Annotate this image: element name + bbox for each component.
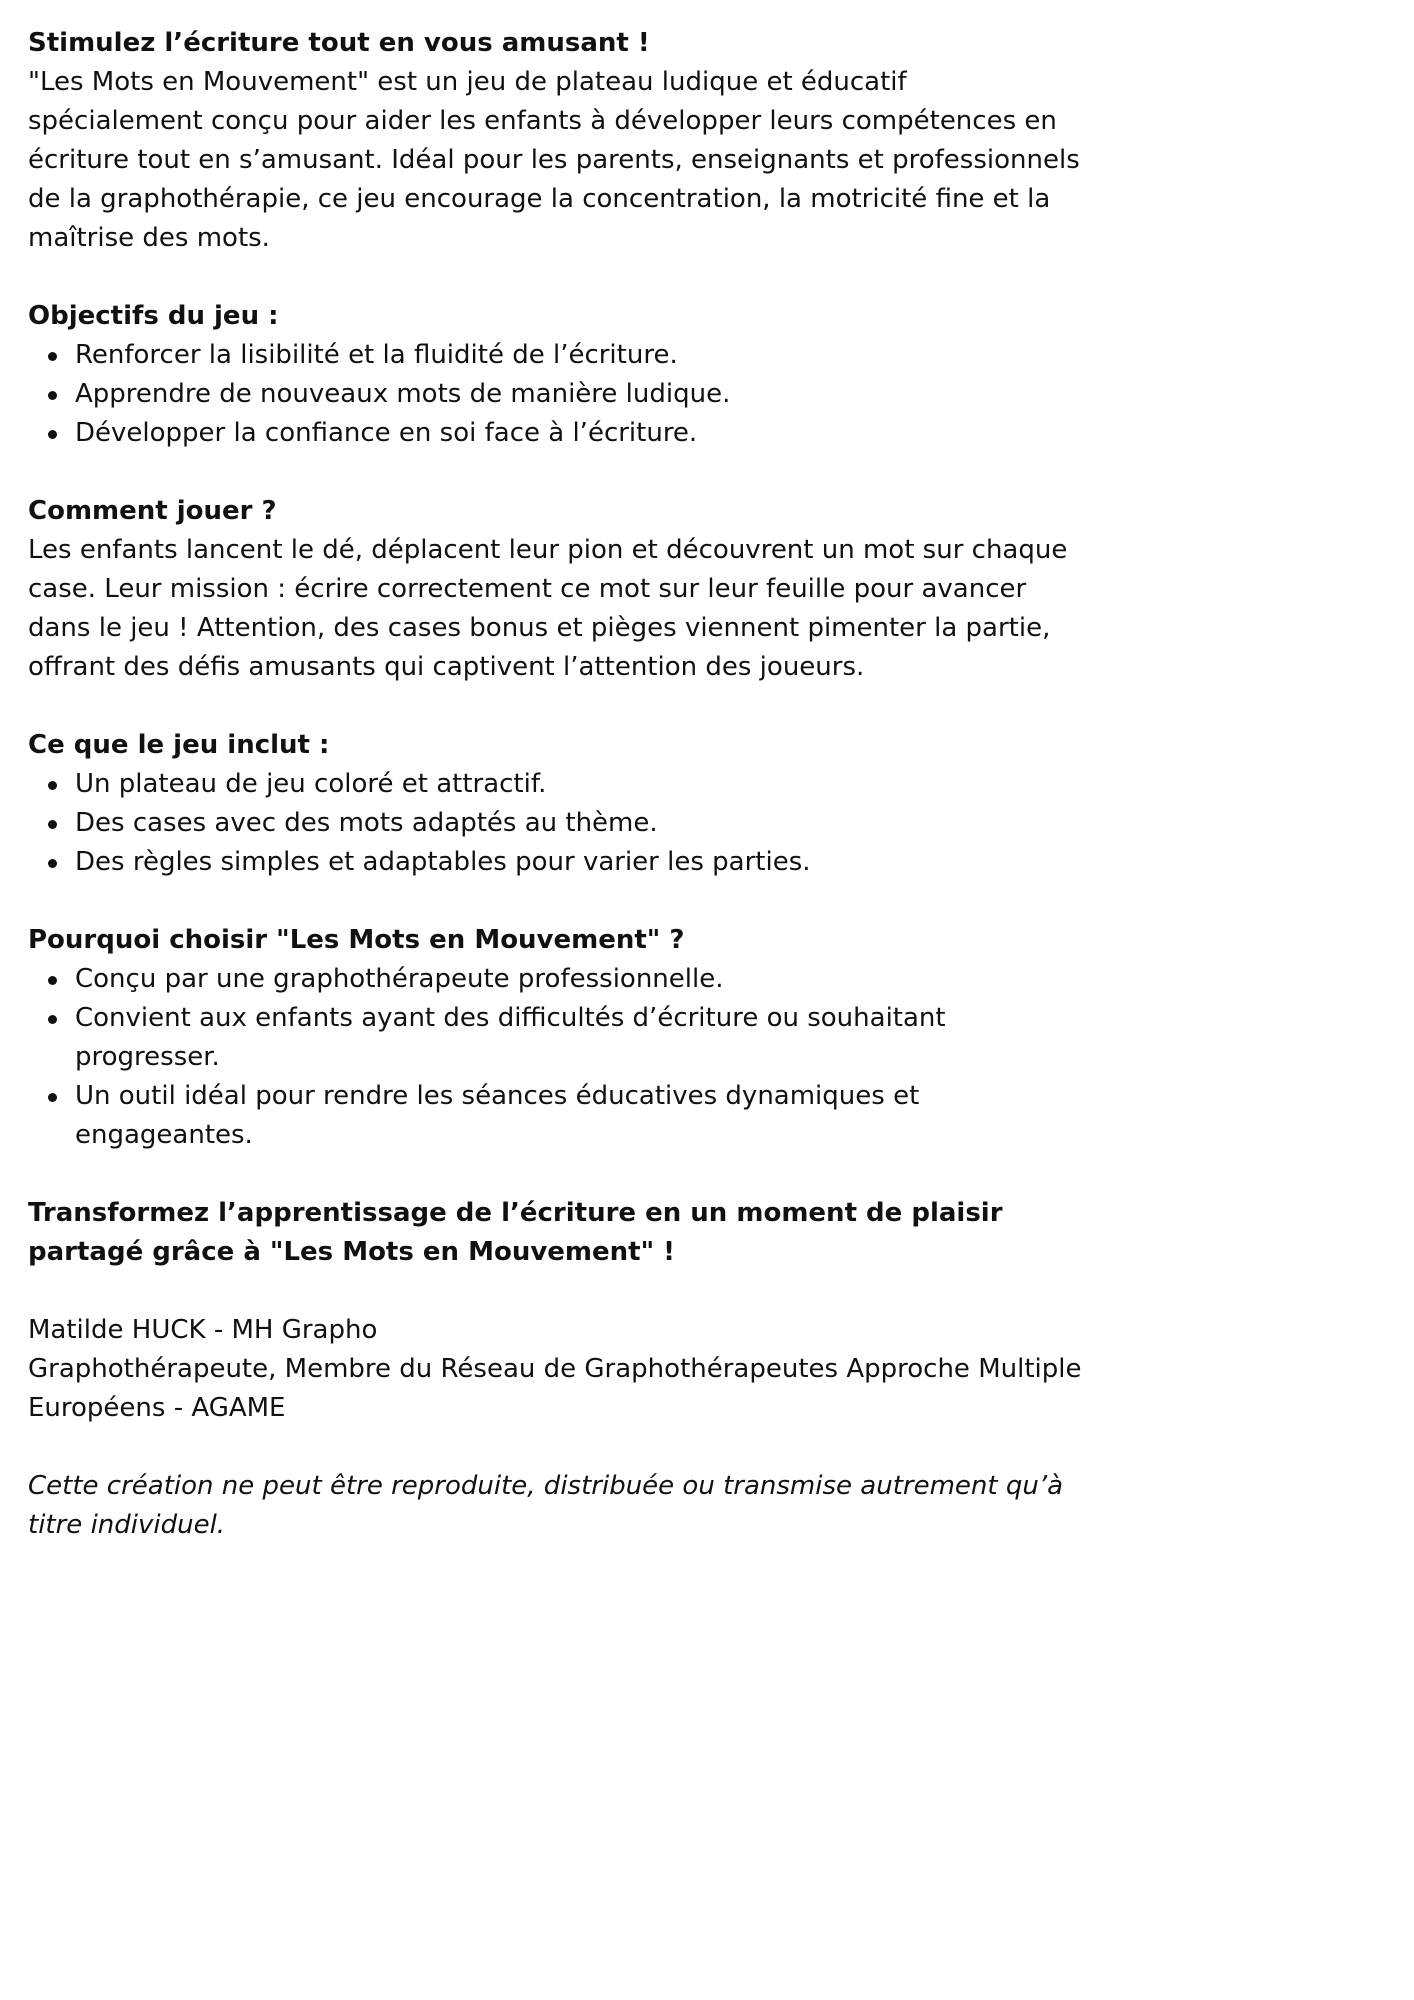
closing-statement: Transformez l’apprentissage de l’écriture en un moment de plaisir partagé grâce à "Les Mots en Mouvement" ! <box>28 1198 1003 1267</box>
includes-section <box>28 726 1086 882</box>
intro-section <box>28 24 1086 258</box>
intro-paragraph: "Les Mots en Mouvement" est un jeu de plateau ludique et éducatif spécialement conçu pour aider les enfants à développer leurs compétences en écriture tout en s’amusant. Idéal pour les parents, enseignants et professionnels de la graphothérapie, ce jeu encourage la concentration, la motricité fine et la maîtrise des mots. <box>28 67 1080 253</box>
how-to-play-heading: Comment jouer ? <box>28 496 277 526</box>
why-heading: Pourquoi choisir "Les Mots en Mouvement" ? <box>28 925 685 955</box>
how-to-play-paragraph: Les enfants lancent le dé, déplacent leur pion et découvrent un mot sur chaque case. Leur mission : écrire correctement ce mot sur leur feuille pour avancer dans le jeu ! Attention, des cases bonus et pièges viennent pimenter la partie, offrant des défis amusants qui captivent l’attention des joueurs. <box>28 535 1068 682</box>
includes-heading: Ce que le jeu inclut : <box>28 730 330 760</box>
list-item: Développer la confiance en soi face à l’écriture. <box>28 414 1086 453</box>
objectives-list <box>28 336 1086 453</box>
why-list <box>28 960 1086 1155</box>
spacer <box>28 258 1086 297</box>
why-section <box>28 921 1086 1155</box>
includes-list <box>28 765 1086 882</box>
author-name: Matilde HUCK - MH Grapho <box>28 1315 378 1345</box>
author-role: Graphothérapeute, Membre du Réseau de Graphothérapeutes Approche Multiple Européens - AGAME <box>28 1354 1082 1423</box>
spacer <box>28 1155 1086 1194</box>
spacer <box>28 882 1086 921</box>
list-item: Conçu par une graphothérapeute professionnelle. <box>28 960 1086 999</box>
list-item: Un outil idéal pour rendre les séances éducatives dynamiques et engageantes. <box>28 1077 1086 1155</box>
list-item: Des cases avec des mots adaptés au thème. <box>28 804 1086 843</box>
copyright-disclaimer: Cette création ne peut être reproduite, distribuée ou transmise autrement qu’à titre individuel. <box>28 1471 1064 1540</box>
objectives-section <box>28 297 1086 453</box>
spacer <box>28 1428 1086 1467</box>
list-item: Un plateau de jeu coloré et attractif. <box>28 765 1086 804</box>
list-item: Convient aux enfants ayant des difficultés d’écriture ou souhaitant progresser. <box>28 999 1086 1077</box>
objectives-heading: Objectifs du jeu : <box>28 301 279 331</box>
intro-heading: Stimulez l’écriture tout en vous amusant ! <box>28 28 650 58</box>
spacer <box>28 687 1086 726</box>
spacer <box>28 453 1086 492</box>
list-item: Des règles simples et adaptables pour varier les parties. <box>28 843 1086 882</box>
list-item: Apprendre de nouveaux mots de manière ludique. <box>28 375 1086 414</box>
author-section <box>28 1311 1086 1428</box>
spacer <box>28 1272 1086 1311</box>
how-to-play-section <box>28 492 1086 687</box>
list-item: Renforcer la lisibilité et la fluidité de l’écriture. <box>28 336 1086 375</box>
